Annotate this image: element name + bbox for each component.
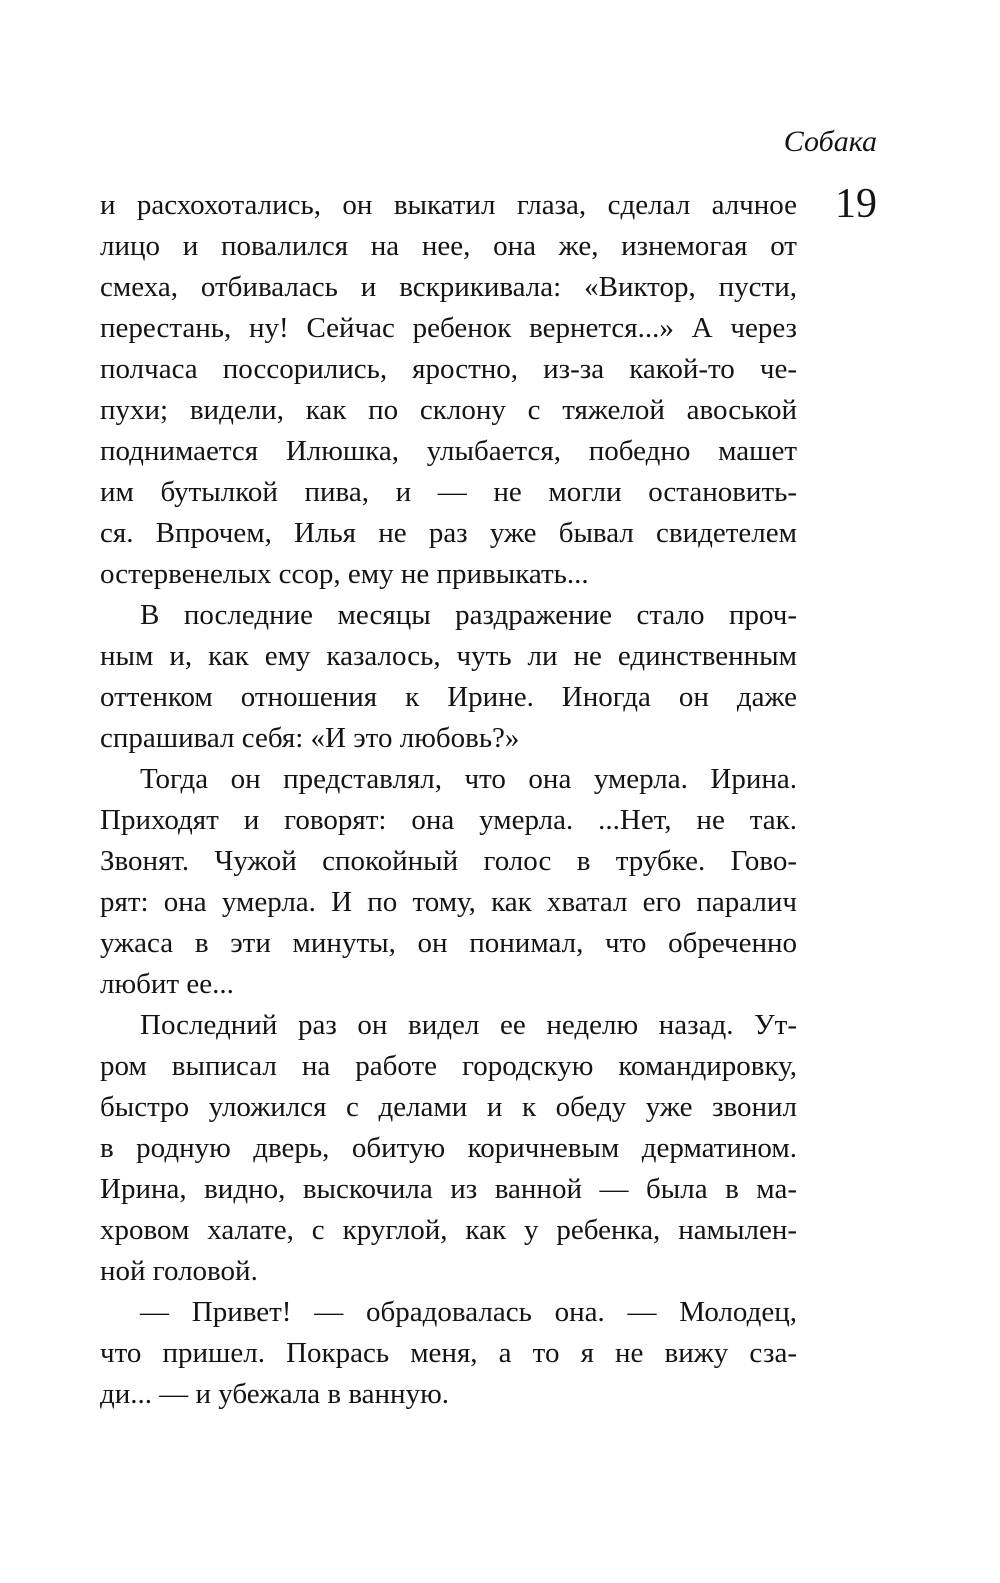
paragraph (100, 595, 797, 759)
text-line: и расхохотались, он выкатил глаза, сделал алчное (100, 189, 797, 221)
text-line: что пришел. Покрась меня, а то я не вижу сза- (100, 1337, 797, 1369)
text-line: рят: она умерла. И по тому, как хватал его паралич (100, 886, 797, 918)
text-line: ужаса в эти минуты, он понимал, что обреченно (100, 927, 797, 959)
text-line: Приходят и говорят: она умерла. ...Нет, не так. (100, 804, 797, 836)
text-line: смеха, отбивалась и вскрикивала: «Виктор, пусти, (100, 271, 797, 303)
text-line: ной головой. (100, 1255, 258, 1287)
text-line: хровом халате, с круглой, как у ребенка, намылен- (100, 1214, 797, 1246)
text-line: оттенком отношения к Ирине. Иногда он даже (100, 681, 797, 713)
text-line: Последний раз он видел ее неделю назад. Ут- (140, 1009, 797, 1041)
text-line: лицо и повалился на нее, она же, изнемогая от (100, 230, 797, 262)
paragraph (100, 185, 797, 595)
text-line: в родную дверь, обитую коричневым дерматином. (100, 1132, 797, 1164)
text-line: ным и, как ему казалось, чуть ли не единственным (100, 640, 797, 672)
running-head: Собака (783, 125, 877, 158)
paragraph (100, 1005, 797, 1292)
text-line: — Привет! — обрадовалась она. — Молодец, (140, 1296, 797, 1328)
text-line: им бутылкой пива, и — не могли остановить- (100, 476, 797, 508)
text-line: В последние месяцы раздражение стало проч- (140, 599, 797, 631)
text-line: ди... — и убежала в ванную. (100, 1378, 449, 1410)
text-line: перестань, ну! Сейчас ребенок вернется...» А через (100, 312, 797, 344)
text-line: Звонят. Чужой спокойный голос в трубке. Гово- (100, 845, 797, 877)
text-line: пухи; видели, как по склону с тяжелой авоськой (100, 394, 797, 426)
text-line: полчаса поссорились, яростно, из-за какой-то че- (100, 353, 797, 385)
text-line: ся. Впрочем, Илья не раз уже бывал свидетелем (100, 517, 797, 549)
paragraph (100, 759, 797, 1005)
text-line: Тогда он представлял, что она умерла. Ирина. (140, 763, 797, 795)
page-number: 19 (835, 181, 877, 227)
text-line: быстро уложился с делами и к обеду уже звонил (100, 1091, 797, 1123)
text-line: любит ее... (100, 968, 234, 1000)
text-line: Ирина, видно, выскочила из ванной — была в ма- (100, 1173, 797, 1205)
text-block (100, 185, 797, 1415)
text-line: ром выписал на работе городскую командировку, (100, 1050, 797, 1082)
text-line: поднимается Илюшка, улыбается, победно машет (100, 435, 797, 467)
text-line: спрашивал себя: «И это любовь?» (100, 722, 520, 754)
paragraph (100, 1292, 797, 1415)
text-line: остервенелых ссор, ему не привыкать... (100, 558, 589, 590)
